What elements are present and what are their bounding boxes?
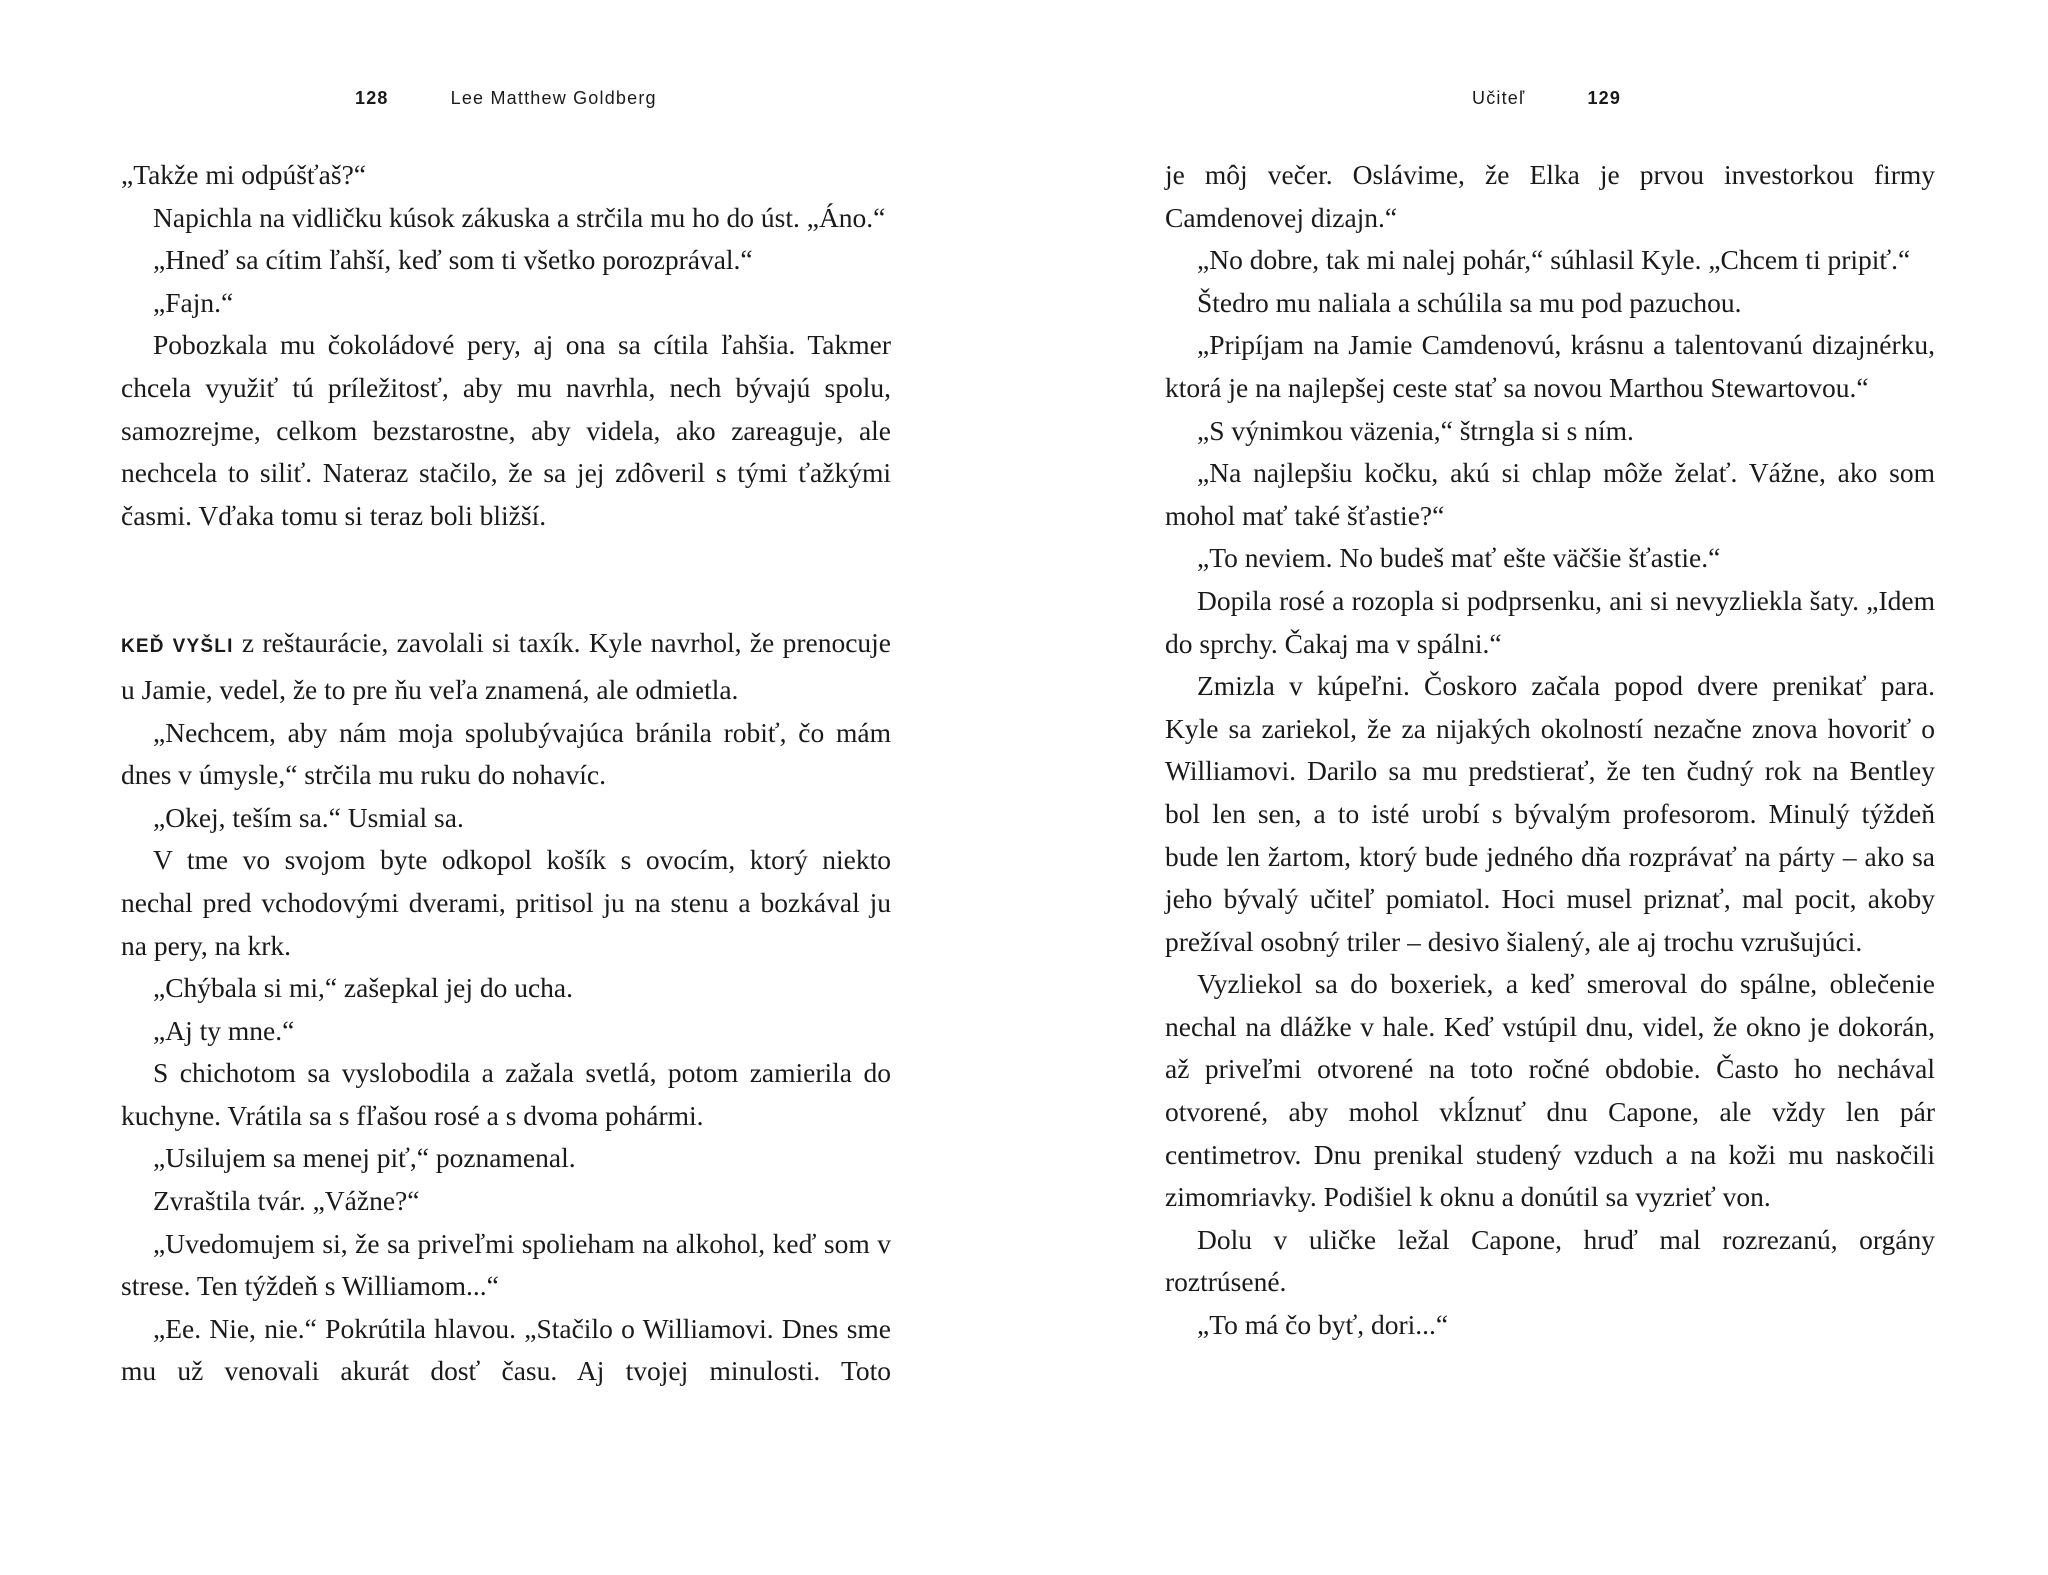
paragraph: „Fajn.“	[153, 286, 234, 318]
paragraph: Dopila rosé a rozopla si podprsenku, ani si nevyzliekla šaty. „Idem do sprchy. Čakaj ma v spálni.“	[1165, 584, 1935, 659]
left-running-head	[355, 88, 657, 109]
paragraph: Dolu v uličke ležal Capone, hruď mal rozrezanú, orgány roztrúsené.	[1165, 1223, 1935, 1298]
section-break	[121, 537, 891, 622]
right-running-title: Učiteľ	[1472, 88, 1526, 108]
paragraph: „Uvedomujem si, že sa priveľmi spolieham na alkohol, keď som v strese. Ten týždeň s Williamom...“	[121, 1227, 891, 1302]
section-first-paragraph	[121, 622, 891, 711]
right-page	[1024, 0, 2048, 1575]
right-page-number: 129	[1587, 88, 1622, 108]
paragraph: „Usilujem sa menej piť,“ poznamenal.	[153, 1142, 576, 1174]
left-page-number: 128	[355, 88, 389, 108]
left-body-text	[121, 154, 891, 1393]
section-lead-in: KEĎ VYŠLI	[121, 636, 234, 658]
paragraph: „S výnimkou väzenia,“ štrngla si s ním.	[1197, 414, 1634, 446]
paragraph: „Na najlepšiu kočku, akú si chlap môže želať. Vážne, ako som mohol mať také šťastie?“	[1165, 457, 1935, 531]
paragraph-continued: „Ee. Nie, nie.“ Pokrútila hlavou. „Stačilo o Williamovi. Dnes sme mu už venovali akurát dosť času. Aj tvojej minulosti. Toto	[121, 1312, 891, 1387]
paragraph: „No dobre, tak mi nalej pohár,“ súhlasil Kyle. „Chcem ti pripiť.“	[1197, 244, 1911, 276]
paragraph: „To neviem. No budeš mať ešte väčšie šťastie.“	[1197, 542, 1721, 574]
right-body-text	[1165, 154, 1935, 1347]
paragraph: „Hneď sa cítim ľahší, keď som ti všetko porozprával.“	[153, 244, 753, 276]
paragraph: „Chýbala si mi,“ zašepkal jej do ucha.	[153, 972, 573, 1004]
paragraph: V tme vo svojom byte odkopol košík s ovocím, ktorý niekto nechal pred vchodovými dverami, pritisol ju na stenu a bozkával ju na pery, na krk.	[121, 844, 891, 961]
paragraph: „Takže mi odpúšťaš?“	[121, 159, 367, 190]
paragraph: „Nechcem, aby nám moja spolubývajúca bránila robiť, čo mám dnes v úmysle,“ strčila mu ruku do nohavíc.	[121, 716, 891, 791]
paragraph: „Pripíjam na Jamie Camdenovú, krásnu a talentovanú dizajnérku, ktorá je na najlepšej ceste stať sa novou Marthou Stewartovou.“	[1165, 329, 1935, 403]
paragraph: S chichotom sa vyslobodila a zažala svetlá, potom zamierila do kuchyne. Vrátila sa s fľašou rosé a s dvoma pohármi.	[121, 1057, 891, 1131]
paragraph: „Okej, teším sa.“ Usmial sa.	[153, 801, 464, 833]
paragraph: „To má čo byť, dori...“	[1197, 1309, 1449, 1341]
paragraph: Napichla na vidličku kúsok zákuska a strčila mu ho do úst. „Áno.“	[153, 201, 886, 233]
paragraph: Štedro mu naliala a schúlila sa mu pod pazuchou.	[1197, 286, 1742, 318]
paragraph: Zmizla v kúpeľni. Čoskoro začala popod dvere prenikať para. Kyle sa zariekol, že za nijakých okolností nezačne znova hovoriť o Williamovi. Darilo sa mu predstierať, že ten čudný rok na Bentley bol len sen, a to isté urobí s bývalým profesorom. Minulý týždeň bude len žartom, ktorý bude jedného dňa rozprávať na párty – ako sa jeho bývalý učiteľ pomiatol. Hoci musel priznať, mal pocit, akoby prežíval osobný triler – desivo šialený, ale aj trochu vzrušujúci.	[1165, 670, 1935, 957]
paragraph: Pobozkala mu čokoládové pery, aj ona sa cítila ľahšia. Takmer chcela využiť tú príležitosť, aby mu navrhla, nech bývajú spolu, samozrejme, celkom bezstarostne, aby videla, ako zareaguje, ale nechcela to siliť. Nateraz stačilo, že sa jej zdôveril s tými ťažkými časmi. Vďaka tomu si teraz boli bližší.	[121, 329, 891, 531]
paragraph: Vyzliekol sa do boxeriek, a keď smeroval do spálne, oblečenie nechal na dlážke v hale. Keď vstúpil dnu, videl, že okno je dokorán, až priveľmi otvorené na toto ročné obdobie. Často ho nechával otvorené, aby mohol vkĺznuť dnu Capone, ale vždy len pár centimetrov. Dnu prenikal studený vzduch a na koži mu naskočili zimomriavky. Podišiel k oknu a donútil sa vyzrieť von.	[1165, 968, 1935, 1213]
right-running-head	[1472, 88, 1621, 109]
paragraph-continuation: je môj večer. Oslávime, že Elka je prvou investorkou firmy Camdenovej dizajn.“	[1165, 159, 1935, 233]
paragraph: Zvraštila tvár. „Vážne?“	[153, 1185, 420, 1217]
left-running-title: Lee Matthew Goldberg	[450, 88, 657, 108]
paragraph: „Aj ty mne.“	[153, 1014, 295, 1046]
section-first-text: z reštaurácie, zavolali si taxík. Kyle navrhol, že prenocuje u Jamie, vedel, že to pre ňu veľa znamená, ale odmietla.	[121, 627, 891, 705]
